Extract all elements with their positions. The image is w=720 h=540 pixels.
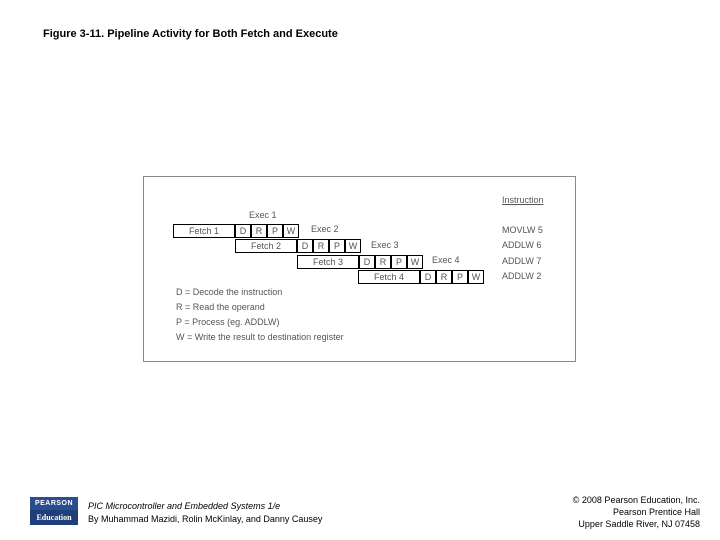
copyright: © 2008 Pearson Education, Inc. [572, 495, 700, 505]
stage-cell: D [235, 224, 251, 238]
pearson-logo [30, 497, 78, 525]
stage-cell: P [391, 255, 407, 269]
stage-cell: P [329, 239, 345, 253]
stage-cell: R [375, 255, 391, 269]
copyright-block [573, 494, 700, 530]
fetch-cell-3: Fetch 3 [297, 255, 359, 269]
legend-write: W = Write the result to destination register [176, 332, 344, 342]
exec-label-1: Exec 1 [249, 210, 277, 220]
instruction-4: ADDLW 2 [502, 271, 542, 281]
instruction-3: ADDLW 7 [502, 256, 542, 266]
instruction-header: Instruction [502, 195, 544, 205]
instruction-1: MOVLW 5 [502, 225, 543, 235]
stage-cell: P [452, 270, 468, 284]
exec-label-2: Exec 2 [311, 224, 339, 234]
exec-label-4: Exec 4 [432, 255, 460, 265]
stage-cell: W [468, 270, 484, 284]
fetch-cell-4: Fetch 4 [358, 270, 420, 284]
book-credits [88, 500, 322, 526]
pipeline-diagram [143, 176, 576, 362]
stage-cell: R [313, 239, 329, 253]
publisher-location: Upper Saddle River, NJ 07458 [578, 519, 700, 529]
figure-title: Figure 3-11. Pipeline Activity for Both Fetch and Execute [43, 28, 338, 40]
stage-cell: R [436, 270, 452, 284]
legend-process: P = Process (eg. ADDLW) [176, 317, 280, 327]
exec-label-3: Exec 3 [371, 240, 399, 250]
stage-cell: D [420, 270, 436, 284]
fetch-cell-2: Fetch 2 [235, 239, 297, 253]
stage-cell: D [359, 255, 375, 269]
stage-cell: P [267, 224, 283, 238]
stage-cell: D [297, 239, 313, 253]
stage-cell: W [283, 224, 299, 238]
logo-top-text: PEARSON [30, 497, 78, 510]
logo-bottom-text: Education [30, 510, 78, 525]
book-authors: By Muhammad Mazidi, Rolin McKinlay, and Danny Causey [88, 514, 323, 524]
stage-cell: R [251, 224, 267, 238]
stage-cell: W [345, 239, 361, 253]
legend-decode: D = Decode the instruction [176, 287, 283, 297]
book-title: PIC Microcontroller and Embedded Systems 1/e [88, 501, 281, 511]
publisher: Pearson Prentice Hall [612, 507, 700, 517]
fetch-cell-1: Fetch 1 [173, 224, 235, 238]
stage-cell: W [407, 255, 423, 269]
instruction-2: ADDLW 6 [502, 240, 542, 250]
legend-read: R = Read the operand [176, 302, 265, 312]
